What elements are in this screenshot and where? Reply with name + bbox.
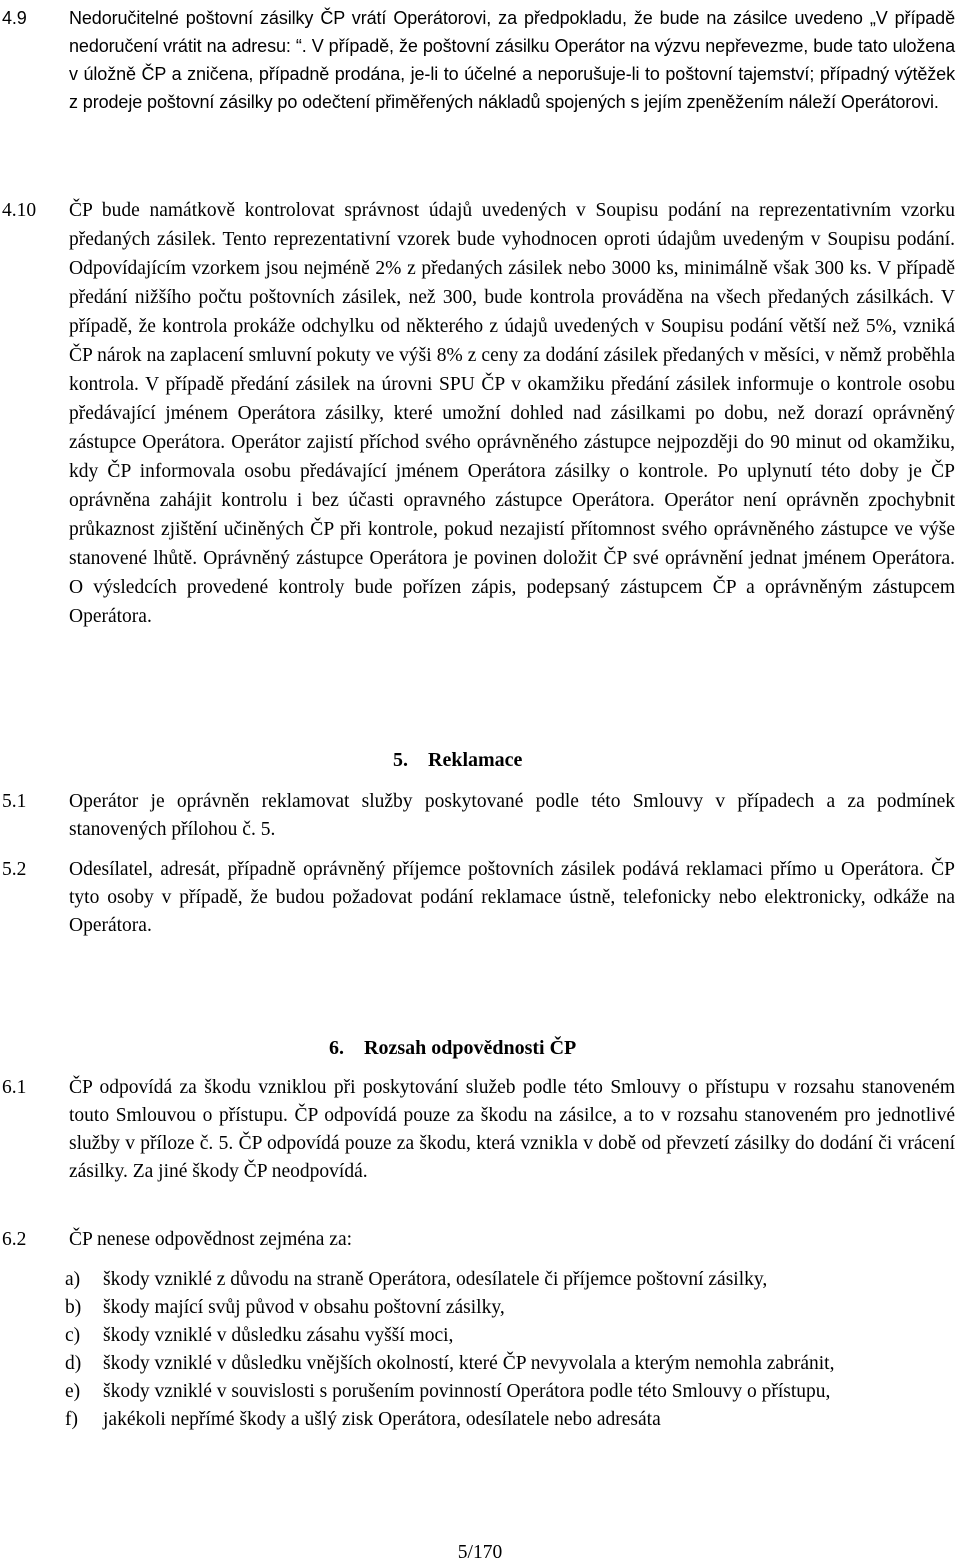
list-item-text: škody vzniklé v důsledku zásahu vyšší moci, xyxy=(103,1325,454,1346)
section-number: 4.10 xyxy=(2,200,37,221)
list-item-text: škody vzniklé v důsledku vnějších okolností, které ČP nevyvolala a kterým nemohla zabránit, xyxy=(103,1353,835,1374)
list-item xyxy=(0,1378,955,1406)
list-item xyxy=(0,1266,955,1294)
section-number: 5.2 xyxy=(2,859,27,880)
section-text: Operátor je oprávněn reklamovat služby poskytované podle této Smlouvy v případech a za podmínek stanovených přílohou č. 5. xyxy=(69,791,955,840)
liability-exclusion-list xyxy=(0,1266,955,1434)
list-item-label: a) xyxy=(65,1269,81,1290)
section-5-1 xyxy=(0,788,955,844)
section-4-9 xyxy=(0,4,955,116)
list-item-label: d) xyxy=(65,1353,82,1374)
list-item xyxy=(0,1406,955,1434)
list-item-label: e) xyxy=(65,1381,81,1402)
section-text: ČP nenese odpovědnost zejména za: xyxy=(69,1229,353,1250)
list-item-label: b) xyxy=(65,1297,82,1318)
list-item xyxy=(0,1294,955,1322)
section-number: 6.2 xyxy=(2,1229,27,1250)
section-6-1 xyxy=(0,1074,955,1186)
section-text: Nedoručitelné poštovní zásilky ČP vrátí Operátorovi, za předpokladu, že bude na zásilce uvedeno „V případě nedoručení vrátit na adresu: “. V případě, že poštovní zásilku Operátor na výzvu nepřevezme, bude tato uložena v úložně ČP a zničena, případně prodána, je-li to účelné a neporušuje-li to poštovní tajemství; případný výtěžek z prodeje poštovní zásilky po odečtení přiměřených nákladů spojených s jejím zpeněžením náleží Operátorovi. xyxy=(69,8,955,112)
section-text: ČP bude namátkově kontrolovat správnost údajů uvedených v Soupisu podání na reprezentativním vzorku předaných zásilek. Tento reprezentativní vzorek bude vyhodnocen oproti údajům uvedeným v Soupisu podání. Odpovídajícím vzorkem jsou nejméně 2% z předaných zásilek nebo 3000 ks, minimálně však 300 ks. V případě předání nižšího počtu poštovních zásilek, než 300, bude kontrola prováděna na všech předaných zásilkách. V případě, že kontrola prokáže odchylku od některého z údajů uvedených v Soupisu podání větší než 5%, vzniká ČP nárok na zaplacení smluvní pokuty ve výši 8% z ceny za dodání zásilek předaných v měsíci, v němž proběhla kontrola. V případě předání zásilek na úrovni SPU ČP v okamžiku předání zásilek informuje o kontrole osobu předávající jménem Operátora zásilky, které umožní dohled nad zásilkami po dobu, než dorazí oprávněný zástupce Operátora. Operátor zajistí příchod svého oprávněného zástupce nejpozději do 90 minut od okamžiku, kdy ČP informovala osobu předávající jménem Operátora zásilky o kontrole. Po uplynutí této doby je ČP oprávněna zahájit kontrolu i bez účasti opravného zástupce Operátora. Operátor není oprávněn zpochybnit průkaznost zjištění učiněných ČP při kontrole, pokud nezajistí přítomnost svého oprávněného zástupce ve výše stanovené lhůtě. Oprávněný zástupce Operátora je povinen doložit ČP své oprávnění jednat jménem Operátora. O výsledcích provedené kontroly bude pořízen zápis, podepsaný zástupcem ČP a oprávněným zástupcem Operátora. xyxy=(69,200,955,627)
section-4-10 xyxy=(0,196,955,631)
list-item xyxy=(0,1322,955,1350)
list-item-text: škody vzniklé v souvislosti s porušením povinností Operátora podle této Smlouvy o přístupu, xyxy=(103,1381,831,1402)
heading-reklamace: 5. Reklamace xyxy=(393,749,523,771)
section-6-2 xyxy=(0,1226,955,1254)
page-number: 5/170 xyxy=(457,1542,503,1563)
section-text: ČP odpovídá za škodu vzniklou při poskytování služeb podle této Smlouvy o přístupu v rozsahu stanoveném touto Smlouvou o přístupu. ČP odpovídá pouze za škodu na zásilce, a to v rozsahu stanoveném pro jednotlivé služby v příloze č. 5. ČP odpovídá pouze za škodu, která vznikla v době od převzetí zásilky do dodání či vrácení zásilky. Za jiné škody ČP neodpovídá. xyxy=(69,1077,955,1182)
list-item-text: škody vzniklé z důvodu na straně Operátora, odesílatele či příjemce poštovní zásilky, xyxy=(103,1269,768,1290)
list-item-text: škody mající svůj původ v obsahu poštovní zásilky, xyxy=(103,1297,505,1318)
section-number: 4.9 xyxy=(2,8,27,28)
list-item xyxy=(0,1350,955,1378)
list-item-label: f) xyxy=(65,1409,78,1430)
section-text: Odesílatel, adresát, případně oprávněný příjemce poštovních zásilek podává reklamaci přímo u Operátora. ČP tyto osoby v případě, že budou požadovat podání reklamace ústně, telefonicky nebo elektronicky, odkáže na Operátora. xyxy=(69,859,955,936)
list-item-text: jakékoli nepřímé škody a ušlý zisk Operátora, odesílatele nebo adresáta xyxy=(103,1409,661,1430)
heading-rozsah-odpovednosti: 6. Rozsah odpovědnosti ČP xyxy=(329,1037,577,1059)
list-item-label: c) xyxy=(65,1325,81,1346)
section-5-2 xyxy=(0,856,955,940)
section-number: 5.1 xyxy=(2,791,27,812)
section-number: 6.1 xyxy=(2,1077,27,1098)
